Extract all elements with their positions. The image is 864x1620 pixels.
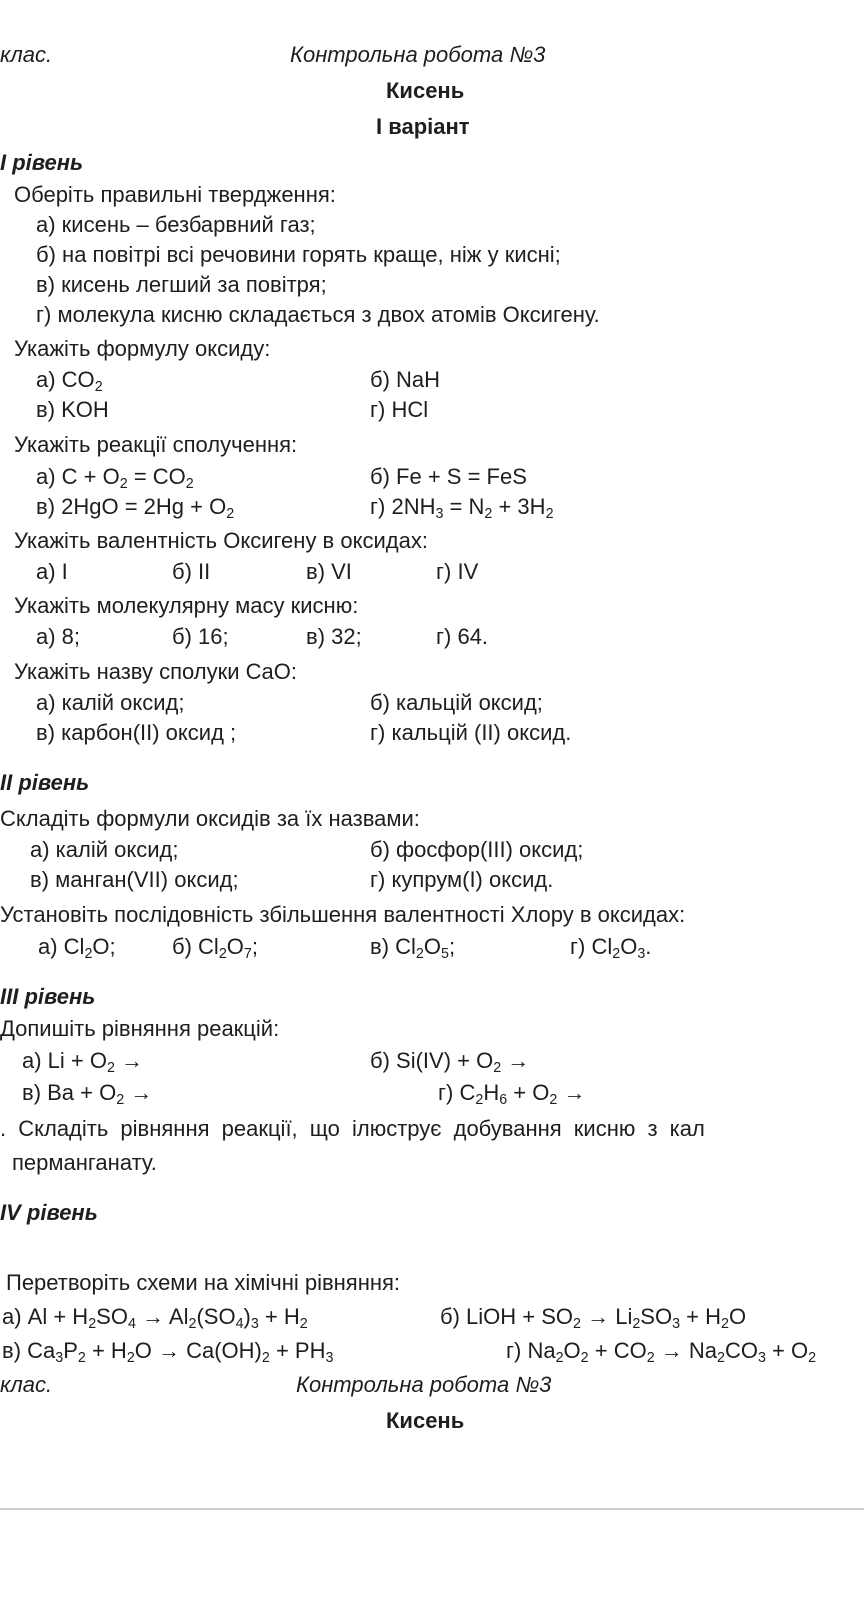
answer-option: б) 16; [172, 624, 229, 649]
answer-option: б) $Si(IV) + O_2$ → [370, 1048, 530, 1076]
question-prompt: Укажіть формулу оксиду: [14, 336, 271, 361]
question-prompt: Складіть формули оксидів за їх назвами: [0, 806, 420, 831]
question-prompt: Укажіть реакції сполучення: [14, 432, 298, 457]
answer-option: а) калій оксид; [36, 690, 185, 715]
question-text: перманганату. [12, 1150, 157, 1175]
question-prompt: Оберіть правильні твердження: [14, 182, 336, 207]
class-label: клас. [0, 42, 53, 67]
level-1-heading: І рівень [0, 150, 84, 175]
answer-option: б) кальцій оксид; [370, 690, 543, 715]
level-3-heading: ІІІ рівень [0, 984, 96, 1009]
page-divider [0, 1508, 864, 1510]
answer-option: б) на повітрі всі речовини горять краще, ніж у кисні; [36, 242, 561, 267]
answer-option: б) фосфор(ІІІ) оксид; [370, 837, 584, 862]
answer-option: г) купрум(І) оксид. [370, 867, 554, 892]
answer-option: г) 64. [436, 624, 489, 649]
answer-option: а) калій оксид; [30, 837, 179, 862]
equation: г) $Na_2O_2 + CO_2 \to Na_2CO_3 + O_2$ [506, 1338, 817, 1366]
level-4-heading: ІV рівень [0, 1200, 98, 1225]
question-prompt: Перетворіть схеми на хімічні рівняння: [6, 1270, 401, 1295]
answer-option: в) $2HgO = 2Hg + O_2$ [36, 494, 235, 522]
answer-option: а) $Cl_2O$; [38, 934, 116, 962]
answer-option: а) І [36, 559, 68, 584]
answer-option: в) манган(VІІ) оксид; [30, 867, 239, 892]
answer-option: в) карбон(ІІ) оксид ; [36, 720, 237, 745]
answer-option: г) молекула кисню складається з двох атомів Оксигену. [36, 302, 600, 327]
answer-option: б) Fe + S = FeS [370, 464, 527, 489]
answer-option: б) $Cl_2O_7$; [172, 934, 258, 962]
answer-option: в) $Cl_2O_5$; [370, 934, 456, 962]
equation: а) $Al + H_2SO_4 \to Al_2(SO_4)_3 + H_2$ [2, 1304, 308, 1332]
answer-option: в) кисень легший за повітря; [36, 272, 327, 297]
question-prompt: Установіть послідовність збільшення валентності Хлору в оксидах: [0, 902, 686, 927]
answer-option: в) KOH [36, 397, 109, 422]
class-label: клас. [0, 1372, 53, 1397]
question-prompt: Укажіть назву сполуки CaO: [14, 659, 298, 684]
answer-option: а) кисень – безбарвний газ; [36, 212, 316, 237]
topic-heading: Кисень [386, 78, 465, 103]
topic-heading: Кисень [386, 1408, 465, 1433]
question-prompt: Допишіть рівняння реакцій: [0, 1016, 280, 1041]
answer-option: г) $2NH_3 = N_2 + 3H_2$ [370, 494, 554, 522]
answer-option: г) ІV [436, 559, 479, 584]
answer-option: а) $C + O_2 = CO_2$ [36, 464, 194, 492]
answer-option: в) VІ [306, 559, 352, 584]
equation: в) $Ca_3P_2 + H_2O \to Ca(OH)_2 + PH_3$ [2, 1338, 334, 1366]
answer-option: г) HCl [370, 397, 429, 422]
variant-heading: І варіант [376, 114, 470, 139]
level-2-heading: ІІ рівень [0, 770, 90, 795]
answer-option: а) $CO_2$ [36, 367, 103, 395]
question-prompt: Укажіть валентність Оксигену в оксидах: [14, 528, 428, 553]
equation: б) LiOH + $SO_2 \to Li_2SO_3 + H_2O$ [440, 1304, 747, 1332]
page-title: Контрольна робота №3 [290, 42, 546, 67]
question-text: . Складіть рівняння реакції, що ілюструє добування кисню з кал [0, 1116, 705, 1141]
answer-option: а) 8; [36, 624, 81, 649]
question-prompt: Укажіть молекулярну масу кисню: [14, 593, 359, 618]
answer-option: б) NaH [370, 367, 441, 392]
page-title: Контрольна робота №3 [296, 1372, 552, 1397]
answer-option: в) 32; [306, 624, 362, 649]
answer-option: г) кальцій (ІІ) оксид. [370, 720, 572, 745]
answer-option: а) $Li + O_2$ → [22, 1048, 144, 1076]
answer-option: г) $C_2H_6 + O_2$ → [438, 1080, 586, 1108]
answer-option: г) $Cl_2O_3$. [570, 934, 652, 962]
answer-option: б) ІІ [172, 559, 211, 584]
answer-option: в) $Ba + O_2$ → [22, 1080, 153, 1108]
